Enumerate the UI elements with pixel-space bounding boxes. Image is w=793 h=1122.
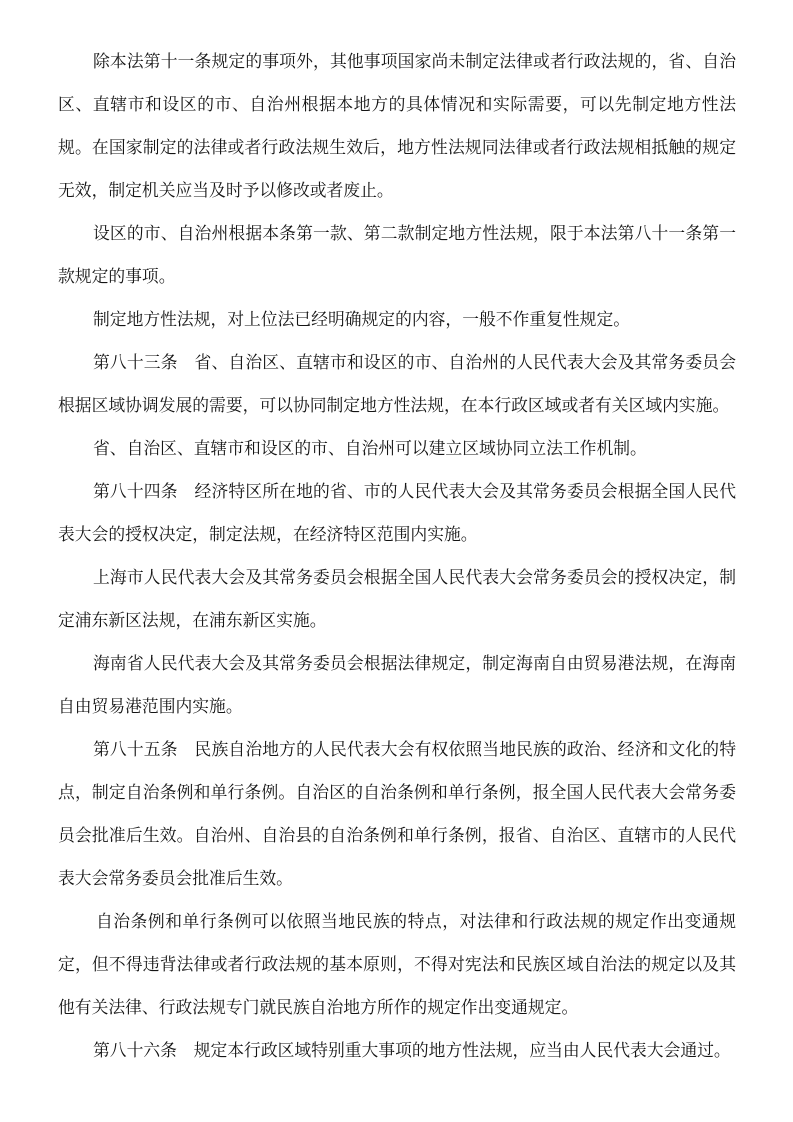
text-line: 制定地方性法规，对上位法已经明确规定的内容，一般不作重复性规定。 [93, 309, 631, 329]
text-line: 第八十五条 民族自治地方的人民代表大会有权依照当地民族的政治、经济和文化的特 [93, 739, 736, 759]
article-86 [58, 1029, 736, 1072]
paragraph [58, 298, 736, 341]
text-line: 定，但不得违背法律或者行政法规的基本原则，不得对宪法和民族区域自治法的规定以及其 [58, 954, 736, 974]
text-line: 除本法第十一条规定的事项外，其他事项国家尚未制定法律或者行政法规的，省、自治 [93, 51, 736, 71]
text-line: 第八十六条 规定本行政区域特别重大事项的地方性法规，应当由人民代表大会通过。 [93, 1040, 731, 1060]
text-line: 根据区域协调发展的需要，可以协同制定地方性法规，在本行政区域或者有关区域内实施。 [58, 395, 730, 415]
text-line: 自由贸易港范围内实施。 [58, 696, 243, 716]
article-84 [58, 470, 736, 556]
text-line: 第八十三条 省、自治区、直辖市和设区的市、自治州的人民代表大会及其常务委员会 [93, 352, 736, 372]
paragraph [58, 212, 736, 298]
paragraph [58, 900, 736, 1029]
text-line: 上海市人民代表大会及其常务委员会根据全国人民代表大会常务委员会的授权决定，制 [93, 567, 736, 587]
text-line: 省、自治区、直辖市和设区的市、自治州可以建立区域协同立法工作机制。 [93, 438, 647, 458]
text-line: 自治条例和单行条例可以依照当地民族的特点，对法律和行政法规的规定作出变通规 [96, 911, 736, 931]
text-line: 规。在国家制定的法律或者行政法规生效后，地方性法规同法律或者行政法规相抵触的规定 [58, 137, 736, 157]
text-line: 他有关法律、行政法规专门就民族自治地方所作的规定作出变通规定。 [58, 997, 579, 1017]
paragraph [58, 642, 736, 728]
text-line: 海南省人民代表大会及其常务委员会根据法律规定，制定海南自由贸易港法规，在海南 [93, 653, 736, 673]
text-line: 款规定的事项。 [58, 266, 176, 286]
text-line: 设区的市、自治州根据本条第一款、第二款制定地方性法规，限于本法第八十一条第一 [93, 223, 736, 243]
paragraph [58, 556, 736, 642]
text-line: 定浦东新区法规，在浦东新区实施。 [58, 610, 327, 630]
article-85 [58, 728, 736, 900]
text-line: 表大会的授权决定，制定法规，在经济特区范围内实施。 [58, 524, 478, 544]
text-line: 第八十四条 经济特区所在地的省、市的人民代表大会及其常务委员会根据全国人民代 [93, 481, 736, 501]
article-83 [58, 341, 736, 427]
paragraph [58, 427, 736, 470]
text-line: 表大会常务委员会批准后生效。 [58, 868, 293, 888]
text-line: 员会批准后生效。自治州、自治县的自治条例和单行条例，报省、自治区、直辖市的人民代 [58, 825, 736, 845]
paragraph [58, 40, 736, 212]
text-line: 点，制定自治条例和单行条例。自治区的自治条例和单行条例，报全国人民代表大会常务委 [58, 782, 736, 802]
text-line: 区、直辖市和设区的市、自治州根据本地方的具体情况和实际需要，可以先制定地方性法 [58, 94, 736, 114]
text-line: 无效，制定机关应当及时予以修改或者废止。 [58, 180, 394, 200]
